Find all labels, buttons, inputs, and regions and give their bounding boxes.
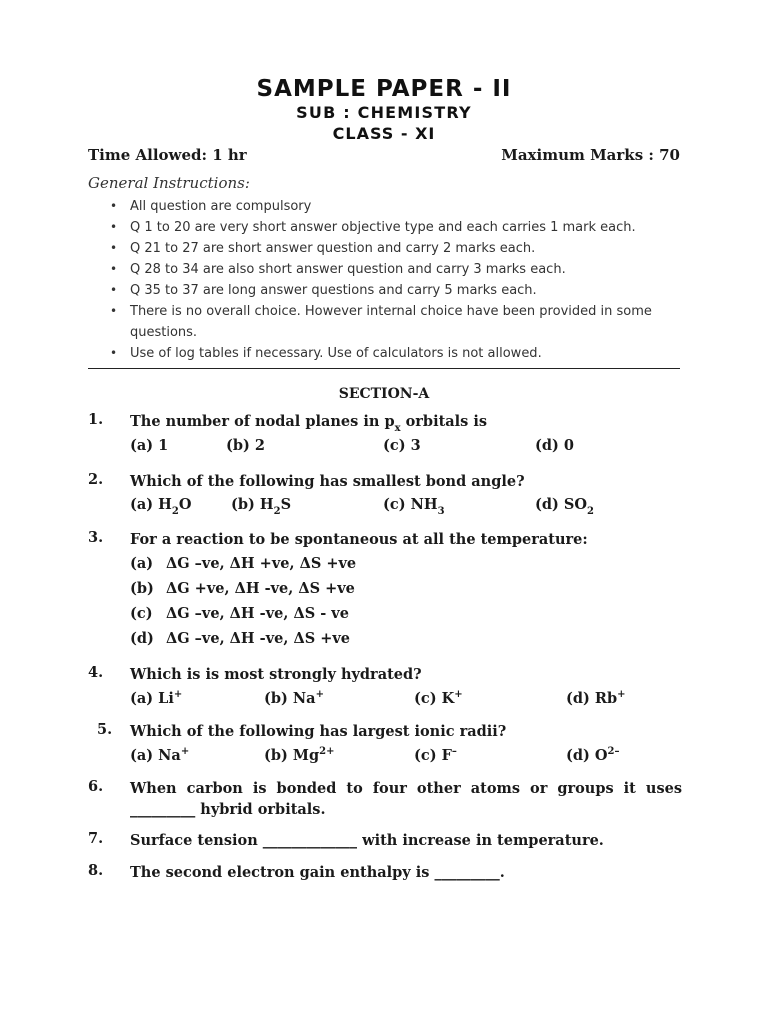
bullet-icon: • [110,220,118,234]
question-text: For a reaction to be spontaneous at all the temperature: [130,531,588,548]
question-3-option-d: (d) ΔG –ve, ΔH -ve, ΔS +ve [130,630,351,647]
instruction-item: • Q 1 to 20 are very short answer objective type and each carries 1 mark each. [110,217,684,238]
bullet-icon: • [110,241,118,255]
bullet-icon: • [110,262,118,276]
option-b: (b) Na+ [264,689,324,707]
option-d: (d) 0 [535,437,574,454]
instructions-heading: General Instructions: [88,174,250,192]
maximum-marks: Maximum Marks : 70 [501,146,680,164]
bullet-icon: • [110,346,118,360]
instruction-item: • Q 35 to 37 are long answer questions and carry 5 marks each. [110,280,684,301]
subject-line: SUB : CHEMISTRY [296,103,472,122]
question-3-option-b: (b) ΔG +ve, ΔH -ve, ΔS +ve [130,580,355,597]
instruction-item: • Use of log tables if necessary. Use of calculators is not allowed. [110,343,684,364]
instruction-item: • Q 28 to 34 are also short answer question and carry 3 marks each. [110,259,684,280]
instruction-item: • All question are compulsory [110,196,684,217]
question-number: 1. [88,411,104,428]
option-c: (c) 3 [383,437,421,454]
question-text: Which is is most strongly hydrated? [130,666,422,683]
bullet-icon: • [110,304,118,318]
option-b: (b) $H_2S$ [231,496,292,517]
bullet-icon: • [110,199,118,213]
question-number: 3. [88,529,104,546]
question-number: 8. [88,862,104,879]
option-b: (b) 2 [226,437,265,454]
option-a: (a) 1 [130,437,169,454]
bullet-icon: • [110,283,118,297]
question-text: Surface tension _____________ with increase in temperature. [130,832,604,849]
option-b: (b) $Mg^{2+}$ [264,746,335,764]
option-c: (c) K+ [414,689,463,707]
instruction-item: • There is no overall choice. However internal choice have been provided in some questions. [110,301,684,343]
option-d: (d) $SO_2$ [535,496,594,517]
question-number: 4. [88,664,104,681]
instruction-item: • Q 21 to 27 are short answer question and carry 2 marks each. [110,238,684,259]
paper-title: SAMPLE PAPER - II [256,76,512,102]
question-3-option-c: (c) ΔG –ve, ΔH -ve, ΔS - ve [130,605,349,622]
option-c: (c) F– [414,746,457,764]
option-a: (a) Li+ [130,689,183,707]
option-a: (a) Na+ [130,746,190,764]
class-line: CLASS - XI [332,124,436,143]
section-heading: SECTION-A [338,386,430,402]
question-number: 2. [88,471,104,488]
question-number: 5. [97,721,113,738]
question-3-option-a: (a) ΔG –ve, ΔH +ve, ΔS +ve [130,555,357,572]
option-d: (d) Rb+ [566,689,626,707]
question-text: The second electron gain enthalpy is _________. [130,864,505,881]
option-c: (c) $NH_3$ [383,496,445,517]
option-a: (a) $H_2O$ [130,496,192,517]
question-text: The number of nodal planes in $p_x$ orbitals is [130,413,488,434]
option-d: (d) $O^{2-}$ [566,746,620,764]
question-number: 7. [88,830,104,847]
time-allowed: Time Allowed: 1 hr [88,146,247,164]
question-number: 6. [88,778,104,795]
question-text: Which of the following has largest ionic radii? [130,723,507,740]
question-text: When carbon is bonded to four other atoms or groups it uses _________ hybrid orbitals. [130,780,682,818]
question-text: Which of the following has smallest bond angle? [130,473,525,490]
divider-line [88,368,680,369]
instructions-list [110,196,684,364]
